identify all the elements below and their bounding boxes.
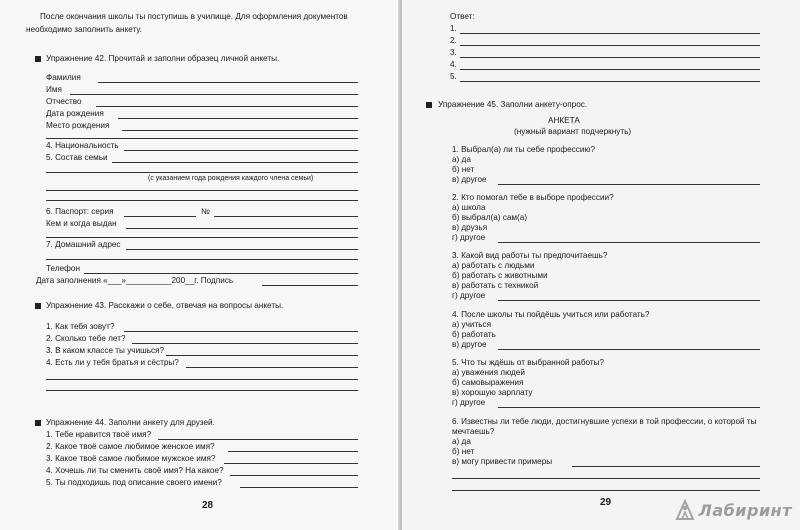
field-line-extra[interactable] xyxy=(46,138,358,139)
answer-num-3: 3. xyxy=(450,48,457,57)
survey-option[interactable]: г) другое xyxy=(452,233,486,242)
question-43-1: 1. Как тебя зовут? xyxy=(46,322,115,331)
answer-line[interactable] xyxy=(230,475,358,476)
field-label-birthplace: Место рождения xyxy=(46,121,110,130)
answer-line[interactable] xyxy=(498,242,760,243)
answer-line[interactable] xyxy=(460,33,760,34)
answer-line[interactable] xyxy=(460,81,760,82)
field-line-phone[interactable] xyxy=(84,273,358,274)
survey-question-2: 2. Кто помогал тебе в выборе профессии? xyxy=(452,193,614,202)
survey-question-3: 3. Какой вид работы ты предпочитаешь? xyxy=(452,251,608,260)
answer-line[interactable] xyxy=(452,478,760,479)
survey-option[interactable]: а) да xyxy=(452,437,471,446)
survey-question-6-line-2: мечтаешь? xyxy=(452,427,495,436)
field-label-phone: Телефон xyxy=(46,264,80,273)
exercise-marker xyxy=(426,102,432,108)
survey-question-4: 4. После школы ты пойдёшь учиться или работать? xyxy=(452,310,650,319)
family-note: (с указанием года рождения каждого члена семьи) xyxy=(148,175,314,182)
question-44-5: 5. Ты подходишь под описание своего имени? xyxy=(46,478,222,487)
field-label-name: Имя xyxy=(46,85,62,94)
survey-option[interactable]: г) другое xyxy=(452,291,486,300)
survey-option[interactable]: в) друзья xyxy=(452,223,488,232)
answer-line[interactable] xyxy=(460,57,760,58)
answer-num-2: 2. xyxy=(450,36,457,45)
watermark-text: Лабиринт xyxy=(698,500,792,520)
exercise-42-title: Упражнение 42. Прочитай и заполни образец личной анкеты. xyxy=(46,54,280,63)
field-label-family: 5. Состав семьи xyxy=(46,153,108,162)
survey-option[interactable]: а) школа xyxy=(452,203,486,212)
answer-line[interactable] xyxy=(224,463,358,464)
question-43-2: 2. Сколько тебе лет? xyxy=(46,334,126,343)
answer-line[interactable] xyxy=(166,355,358,356)
watermark-logo xyxy=(675,498,792,522)
page-number-right: 29 xyxy=(600,497,612,508)
answer-line[interactable] xyxy=(240,487,358,488)
answer-num-1: 1. xyxy=(450,24,457,33)
field-line-family-3[interactable] xyxy=(46,190,358,191)
exercise-marker xyxy=(35,56,41,62)
field-label-passport: 6. Паспорт: серия xyxy=(46,207,114,216)
answer-line[interactable] xyxy=(158,439,358,440)
anketa-title: АНКЕТА xyxy=(548,116,580,125)
field-line-passport-number[interactable] xyxy=(214,216,358,217)
field-line-address-2[interactable] xyxy=(46,259,358,260)
answer-line[interactable] xyxy=(572,466,760,467)
field-label-date-filled: Дата заполнения «___»__________200__г. Подпись xyxy=(36,276,234,285)
field-label-patronymic: Отчество xyxy=(46,97,82,106)
field-line-address[interactable] xyxy=(126,249,358,250)
page-number-left: 28 xyxy=(202,500,214,511)
field-line-issued[interactable] xyxy=(126,228,358,229)
survey-option[interactable]: а) учиться xyxy=(452,320,492,329)
answer-line[interactable] xyxy=(46,390,358,391)
survey-option[interactable]: в) хорошую зарплату xyxy=(452,388,533,397)
survey-option[interactable]: б) самовыражения xyxy=(452,378,524,387)
survey-option[interactable]: б) нет xyxy=(452,165,475,174)
right-page xyxy=(402,0,800,530)
field-label-address: 7. Домашний адрес xyxy=(46,240,121,249)
survey-option[interactable]: б) работать с животными xyxy=(452,271,548,280)
field-line-issued-2[interactable] xyxy=(46,237,358,238)
exercise-marker xyxy=(35,420,41,426)
survey-option[interactable]: в) могу привести примеры xyxy=(452,457,553,466)
survey-option[interactable]: в) другое xyxy=(452,340,487,349)
anketa-subtitle: (нужный вариант подчеркнуть) xyxy=(514,127,632,136)
field-line-signature[interactable] xyxy=(262,285,358,286)
field-line-family[interactable] xyxy=(112,162,358,163)
survey-option[interactable]: г) другое xyxy=(452,398,486,407)
answer-line[interactable] xyxy=(452,490,760,491)
field-label-nationality: 4. Национальность xyxy=(46,141,119,150)
survey-option[interactable]: а) уважения людей xyxy=(452,368,525,377)
survey-question-5: 5. Что ты ждёшь от выбранной работы? xyxy=(452,358,605,367)
field-label-passport-number: № xyxy=(201,207,210,216)
intro-line-1: После окончания школы ты поступишь в училище. Для оформления документов xyxy=(40,12,348,21)
survey-option[interactable]: а) да xyxy=(452,155,471,164)
labyrinth-logo-icon xyxy=(675,499,695,521)
answer-line[interactable] xyxy=(498,300,760,301)
survey-question-6-line-1: 6. Известны ли тебе люди, достигнувшие успехи в той профессии, о которой ты xyxy=(452,417,757,426)
field-line-family-4[interactable] xyxy=(46,200,358,201)
field-label-surname: Фамилия xyxy=(46,73,81,82)
field-line-passport-series[interactable] xyxy=(124,216,196,217)
answer-line[interactable] xyxy=(132,343,358,344)
field-label-birthdate: Дата рождения xyxy=(46,109,104,118)
field-line-family-2[interactable] xyxy=(46,172,358,173)
survey-option[interactable]: б) работать xyxy=(452,330,496,339)
field-line-birthplace[interactable] xyxy=(122,130,358,131)
survey-option[interactable]: а) работать с людьми xyxy=(452,261,535,270)
question-44-4: 4. Хочешь ли ты сменить своё имя? На какое? xyxy=(46,466,224,475)
answer-line[interactable] xyxy=(460,69,760,70)
answer-label: Ответ: xyxy=(450,12,475,21)
answer-line[interactable] xyxy=(460,45,760,46)
survey-option[interactable]: б) нет xyxy=(452,447,475,456)
survey-option[interactable]: в) другое xyxy=(452,175,487,184)
survey-option[interactable]: б) выбрал(а) сам(а) xyxy=(452,213,528,222)
field-line-surname[interactable] xyxy=(98,82,358,83)
question-43-4: 4. Есть ли у тебя братья и сёстры? xyxy=(46,358,179,367)
exercise-43-title: Упражнение 43. Расскажи о себе, отвечая на вопросы анкеты. xyxy=(46,301,284,310)
answer-line[interactable] xyxy=(498,407,760,408)
question-43-3: 3. В каком классе ты учишься? xyxy=(46,346,165,355)
field-label-issued: Кем и когда выдан xyxy=(46,219,117,228)
survey-option[interactable]: в) работать с техникой xyxy=(452,281,539,290)
question-44-3: 3. Какое твоё самое любимое мужское имя? xyxy=(46,454,216,463)
answer-line[interactable] xyxy=(124,331,358,332)
answer-num-5: 5. xyxy=(450,72,457,81)
exercise-marker xyxy=(35,303,41,309)
answer-line[interactable] xyxy=(498,349,760,350)
answer-line[interactable] xyxy=(46,379,358,380)
field-line-nationality[interactable] xyxy=(124,150,358,151)
intro-line-2: необходимо заполнить анкету. xyxy=(26,25,142,34)
answer-num-4: 4. xyxy=(450,60,457,69)
question-44-1: 1. Тебе нравится твоё имя? xyxy=(46,430,152,439)
field-line-patronymic[interactable] xyxy=(96,106,358,107)
exercise-44-title: Упражнение 44. Заполни анкету для друзей. xyxy=(46,418,215,427)
answer-line[interactable] xyxy=(186,367,358,368)
answer-line[interactable] xyxy=(498,184,760,185)
question-44-2: 2. Какое твоё самое любимое женское имя? xyxy=(46,442,215,451)
exercise-45-title: Упражнение 45. Заполни анкету-опрос. xyxy=(438,100,588,109)
survey-question-1: 1. Выбрал(а) ли ты себе профессию? xyxy=(452,145,596,154)
field-line-name[interactable] xyxy=(70,94,358,95)
field-line-birthdate[interactable] xyxy=(118,118,358,119)
answer-line[interactable] xyxy=(228,451,358,452)
